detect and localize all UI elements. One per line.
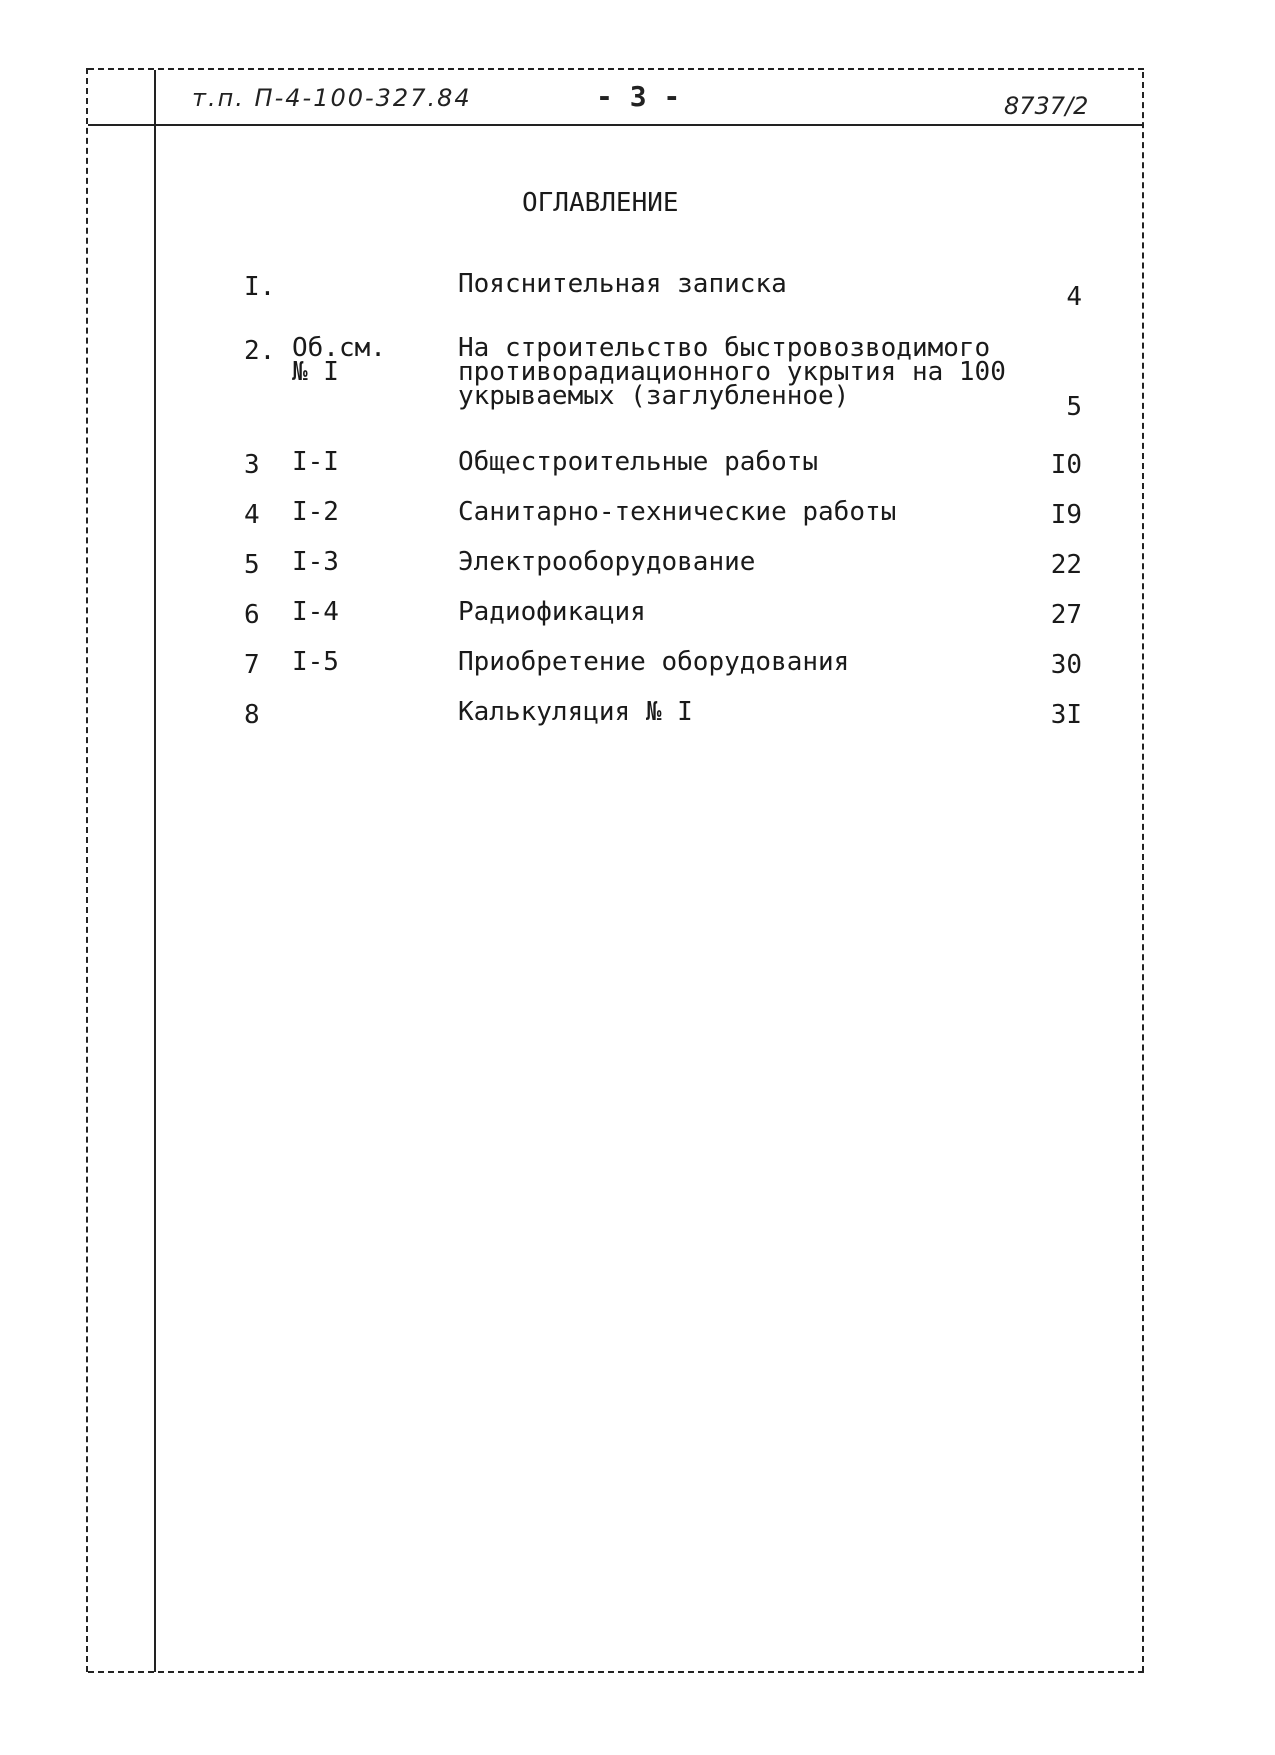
toc-row-reference: I-2 — [292, 497, 339, 527]
page-title: ОГЛАВЛЕНИЕ — [522, 188, 679, 218]
frame-right-border — [1142, 72, 1144, 1672]
toc-row-title: Приобретение оборудования — [458, 647, 850, 677]
toc-row-page: I9 — [1050, 500, 1082, 530]
toc-row-number: 8 — [244, 700, 260, 730]
toc-row-number: 3 — [244, 450, 260, 480]
toc-row-title: Общестроительные работы — [458, 447, 819, 477]
toc-row — [0, 497, 1275, 540]
frame-top-border — [88, 68, 1144, 70]
toc-row-title: Электрооборудование — [458, 547, 756, 577]
toc-row — [0, 333, 1275, 436]
toc-row-page: 30 — [1050, 650, 1082, 680]
toc-row-reference: I-5 — [292, 647, 339, 677]
toc-row — [0, 547, 1275, 590]
toc-row-title: Калькуляция № I — [458, 697, 693, 727]
toc-row-reference: I-4 — [292, 597, 339, 627]
document-code: т.п. П-4-100-327.84 — [192, 84, 472, 112]
frame-bottom-border — [88, 1671, 1144, 1673]
header-rule — [88, 124, 1144, 126]
toc-row-reference: I-3 — [292, 547, 339, 577]
toc-row-reference: Об.см. № I — [292, 333, 386, 387]
toc-row-number: I. — [244, 272, 276, 302]
toc-row-page: 5 — [1066, 392, 1082, 422]
toc-row-page: 22 — [1050, 550, 1082, 580]
toc-row-page: I0 — [1050, 450, 1082, 480]
toc-row-title: Пояснительная записка — [458, 269, 787, 299]
toc-row-page: 3I — [1050, 700, 1082, 730]
sheet-reference: 8737/2 — [1004, 92, 1089, 120]
toc-row-page: 27 — [1050, 600, 1082, 630]
toc-row-page: 4 — [1066, 282, 1082, 312]
toc-row-reference: I-I — [292, 447, 339, 477]
page-number: - 3 - — [596, 80, 681, 113]
toc-row — [0, 647, 1275, 690]
toc-row — [0, 447, 1275, 490]
toc-row-number: 2. — [244, 336, 276, 366]
toc-row — [0, 697, 1275, 740]
toc-row-number: 6 — [244, 600, 260, 630]
toc-row-number: 4 — [244, 500, 260, 530]
toc-row-number: 7 — [244, 650, 260, 680]
toc-row — [0, 269, 1275, 312]
toc-row-title: Санитарно-технические работы — [458, 497, 897, 527]
toc-row-number: 5 — [244, 550, 260, 580]
toc-row-title: Радиофикация — [458, 597, 646, 627]
toc-row — [0, 597, 1275, 640]
toc-row-title: На строительство быстровозводимого противорадиационного укрытия на 100 укрываемых (заглубленное) — [458, 333, 1006, 411]
